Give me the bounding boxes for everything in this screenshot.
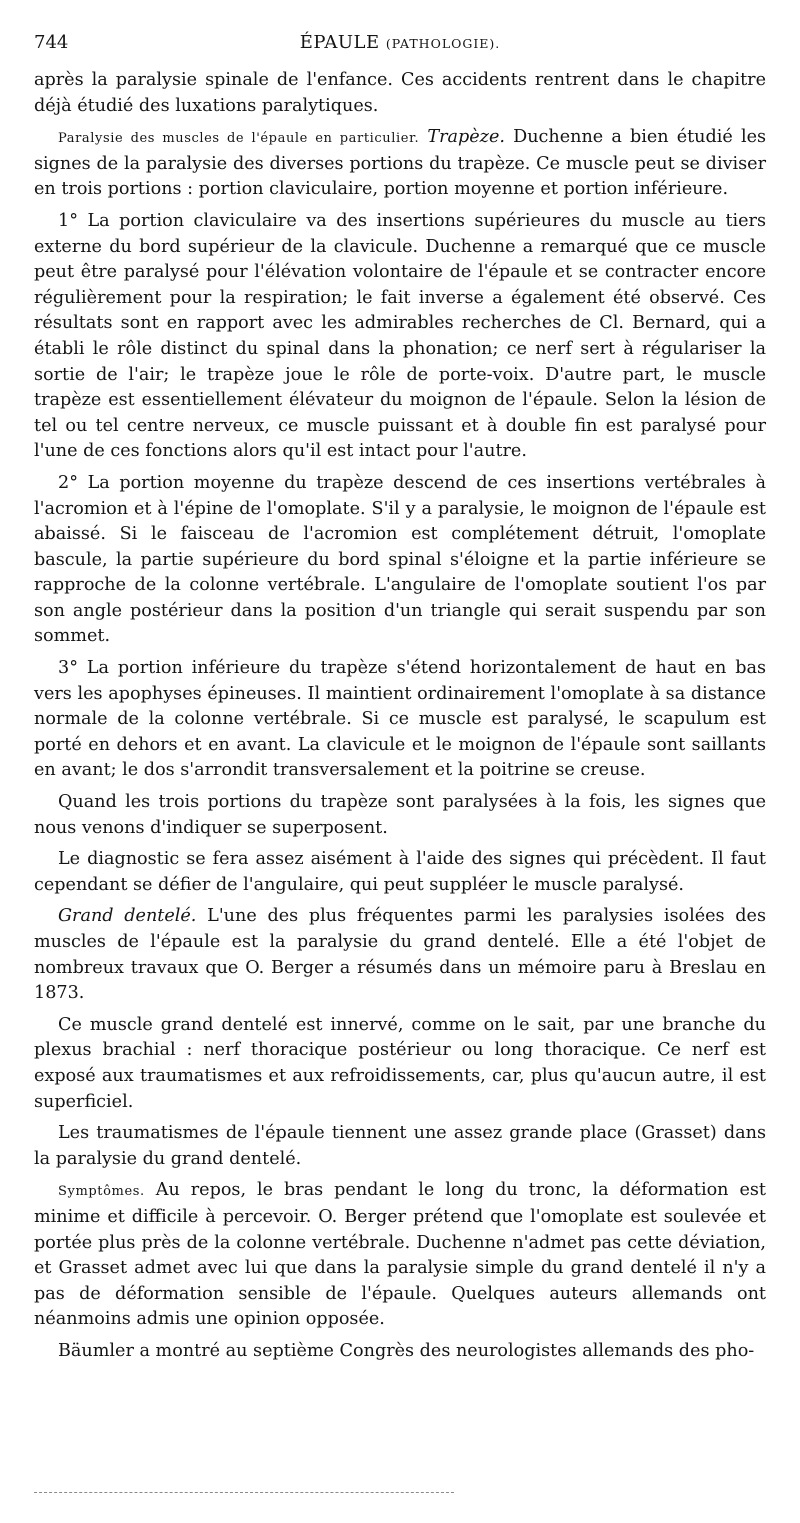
paragraph-2-text: Duchenne a bien étudié les signes de la paralysie des diverses portions du trapèze. Ce muscle peut se diviser en trois portions : portion claviculaire, portion moyenne et portion inférieure.: [34, 127, 767, 200]
footer-rule: [34, 1492, 454, 1495]
paragraph-9: Ce muscle grand dentelé est innervé, comme on le sait, par une branche du plexus brachial : nerf thoracique postérieur ou long thoracique. Ce nerf est exposé aux traumatismes et aux refroidissements, car, plus qu'aucun autre, il est superficiel.: [34, 1014, 766, 1112]
term-trapeze: Trapèze.: [427, 127, 505, 148]
paragraph-6: Quand les trois portions du trapèze sont paralysées à la fois, les signes que nous venons d'indiquer se superposent.: [34, 792, 766, 838]
paragraph-1: après la paralysie spinale de l'enfance. Ces accidents rentrent dans le chapitre déjà étudié des luxations paralytiques.: [34, 70, 766, 116]
paragraph-2: [34, 125, 766, 203]
paragraph-8: [34, 904, 766, 1006]
paragraph-11: [34, 1178, 766, 1333]
paragraph-10: Les traumatismes de l'épaule tiennent une assez grande place (Grasset) dans la paralysie du grand dentelé.: [34, 1123, 766, 1169]
paragraph-3: 1° La portion claviculaire va des insertions supérieures du muscle au tiers externe du bord supérieur de la clavicule. Duchenne a remarqué que ce muscle peut être paralysé pour l'élévation volontaire de l'épaule et se contracter encore régulièrement pour la respiration; le fait inverse a également été observé. Ces résultats sont en rapport avec les admirables recherches de Cl. Bernard, qui a établi le rôle distinct du spinal dans la phonation; ce nerf sert à régulariser la sortie de l'air; le trapèze joue le rôle de porte-voix. D'autre part, le muscle trapèze est essentiellement élévateur du moignon de l'épaule. Selon la lésion de tel ou tel centre nerveux, ce muscle puissant et à double fin est paralysé pour l'une de ces fonctions alors qu'il est intact pour l'autre.: [34, 210, 766, 462]
running-title-sub: (PATHOLOGIE).: [385, 36, 501, 51]
paragraph-11-text: Au repos, le bras pendant le long du tronc, la déformation est minime et difficile à percevoir. O. Berger prétend que l'omoplate est soulevée et portée plus près de la colonne vertébrale. Duchenne n'admet pas cette déviation, et Grasset admet avec lui que dans la paralysie simple du grand dentelé il n'y a pas de déformation sensible de l'épaule. Quelques auteurs allemands ont néanmoins admis une opinion opposée.: [34, 1180, 766, 1330]
running-title: [30, 30, 770, 57]
paragraph-5: 3° La portion inférieure du trapèze s'étend horizontalement de haut en bas vers les apophyses épineuses. Il maintient ordinairement l'omoplate à sa distance normale de la colonne vertébrale. Si ce muscle est paralysé, le scapulum est porté en dehors et en avant. La clavicule et le moignon de l'épaule sont saillants en avant; le dos s'arrondit transversalement et la poitrine se creuse.: [34, 658, 766, 781]
paragraph-8-text: L'une des plus fréquentes parmi les paralysies isolées des muscles de l'épaule est la paralysie du grand dentelé. Elle a été l'objet de nombreux travaux que O. Berger a résumés dans un mémoire paru à Breslau en 1873.: [34, 906, 766, 1004]
running-title-main: ÉPAULE: [299, 32, 380, 53]
paragraph-7: Le diagnostic se fera assez aisément à l'aide des signes qui précèdent. Il faut cependant se défier de l'angulaire, qui peut suppléer le muscle paralysé.: [34, 849, 766, 895]
section-heading-symptomes: Symptômes.: [58, 1184, 145, 1200]
page-number: 744: [34, 32, 69, 53]
section-heading-paralysie: Paralysie des muscles de l'épaule en particulier.: [58, 131, 420, 147]
paragraph-4: 2° La portion moyenne du trapèze descend de ces insertions vertébrales à l'acromion et à l'épine de l'omoplate. S'il y a paralysie, le moignon de l'épaule est abaissé. Si le faisceau de l'acromion est complétement détruit, l'omoplate bascule, la partie supérieure du bord spinal s'éloigne et la partie inférieure se rapproche de la colonne vertébrale. L'angulaire de l'omoplate soutient l'os par son angle postérieur dans la position d'un triangle qui serait suspendu par son sommet.: [34, 472, 766, 647]
paragraph-12: Bäumler a montré au septième Congrès des neurologistes allemands des pho-: [58, 1340, 755, 1361]
term-grand-dentele: Grand dentelé.: [58, 906, 197, 927]
body-text: [34, 68, 766, 1371]
running-header: [30, 30, 770, 58]
